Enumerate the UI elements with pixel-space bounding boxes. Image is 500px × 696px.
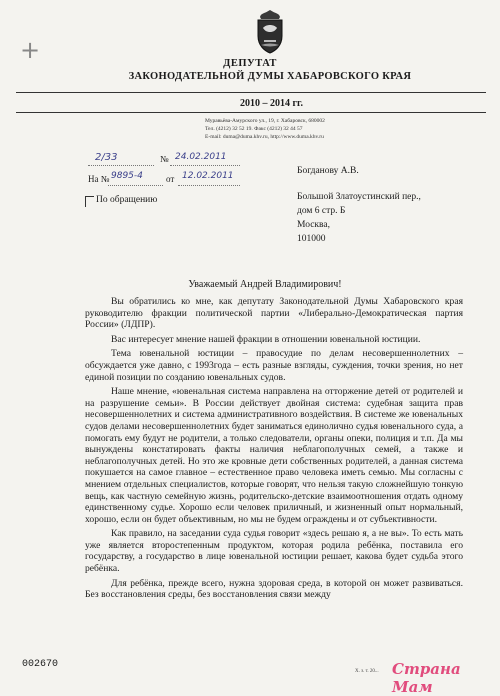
recipient-building: дом 6 стр. Б <box>297 206 346 216</box>
incoming-date-handwritten: 12.02.2011 <box>182 171 234 181</box>
header-divider-bottom <box>16 112 486 113</box>
reg-date-handwritten: 24.02.2011 <box>175 152 227 162</box>
letter-body <box>85 296 463 604</box>
crosshair-mark: + <box>20 36 41 64</box>
subject-bracket <box>85 196 94 207</box>
address-line-2: Тел. (4212) 32 52 19. Факс (4212) 32 44 57 <box>205 126 303 132</box>
khabarovsk-coat-of-arms-icon <box>253 8 287 54</box>
recipient-name: Богданову А.В. <box>297 166 359 176</box>
paragraph: Тема ювенальной юстиции – правосудие по делам несовершеннолетних – обсуждается уже давно, с 1993года – есть разные взгляды, суждения, точки зрения, но нет единой позиции по созданию ювенальных судов. <box>85 348 463 383</box>
recipient-street: Большой Златоустинский пер., <box>297 192 421 202</box>
paragraph: Наше мнение, «ювенальная система направлена на отторжение детей от родителей и на разрушение семьи». В России действует двойная система: судебная защита прав несовершеннолетних и система административного воздействия. В системе же ювенальных судов делами несовершеннолетних будет заниматься единолично судья ювенального суда, а помогать ему будут не родители, а только следователи, органы опеки, полиция и т.п. Да мы вынуждены констатировать факты наличия неблагополучных семей, а также и неблагополучных детей. Но это же кровные дети собственных родителей, а данная система покушается на самое главное – естественное право человека иметь семью. Мы согласны с мнением отдельных специалистов, которые говорят, что нельзя такую сложнейшую тонкую вещь, как частную семейную жизнь, родительско-детские взаимоотношения отдать одному единственному судье. Хорошо если человек приличный, и жизненный опыт нормальный, хорошо, если он будет объективным, но мы не будем ограждены и от субъективности. <box>85 386 463 525</box>
reg-number-handwritten: 2/33 <box>95 152 118 163</box>
reg-date-underline <box>170 165 240 166</box>
header-title-deputy: ДЕПУТАТ <box>223 58 277 69</box>
address-line-3: E-mail: duma@duma.khv.ru, http://www.duma.khv.ru <box>205 134 324 140</box>
paragraph: Вы обратились ко мне, как депутату Законодательной Думы Хабаровского края руководителю фракции политической партии «Либерально-Демократическая партия России» (ЛДПР). <box>85 296 463 331</box>
salutation: Уважаемый Андрей Владимирович! <box>188 279 342 290</box>
incoming-ref-label: На № <box>88 174 110 184</box>
paragraph: Вас интересует мнение нашей фракции в отношении ювенальной юстиции. <box>111 333 421 345</box>
printer-small-print: Х. з. т. 20... <box>355 669 379 674</box>
reg-number-underline <box>88 165 154 166</box>
incoming-date-underline <box>178 185 240 186</box>
subject-line: По обращению <box>96 195 158 205</box>
address-line-1: Муравьёва-Амурского ул., 19, г. Хабаровск, 680002 <box>205 118 325 124</box>
header-divider-top <box>16 92 486 93</box>
header-title-duma: ЗАКОНОДАТЕЛЬНОЙ ДУМЫ ХАБАРОВСКОГО КРАЯ <box>128 71 412 82</box>
incoming-date-label: от <box>166 174 175 184</box>
document-serial-number: 002670 <box>22 659 59 670</box>
recipient-city: Москва, <box>297 220 330 230</box>
recipient-zip: 101000 <box>297 234 326 244</box>
paragraph: Для ребёнка, прежде всего, нужна здоровая среда, в которой он может развиваться. Без восстановления среды, без восстановления связи между <box>85 577 463 601</box>
header-term: 2010 – 2014 гг. <box>240 98 303 109</box>
paragraph: Как правило, на заседании суда судья говорит «здесь решаю я, а не вы». То есть мать уже является второстепенным продуктом, которая родила ребёнка, поставила его государству, а государство в лице ювенальной юстиции решает, какова будет судьба этого ребёнка. <box>85 528 463 575</box>
site-watermark: Страна Мам <box>392 660 461 696</box>
incoming-ref-handwritten: 9895-4 <box>111 171 143 181</box>
reg-number-label: № <box>160 154 169 164</box>
incoming-ref-underline <box>108 185 163 186</box>
